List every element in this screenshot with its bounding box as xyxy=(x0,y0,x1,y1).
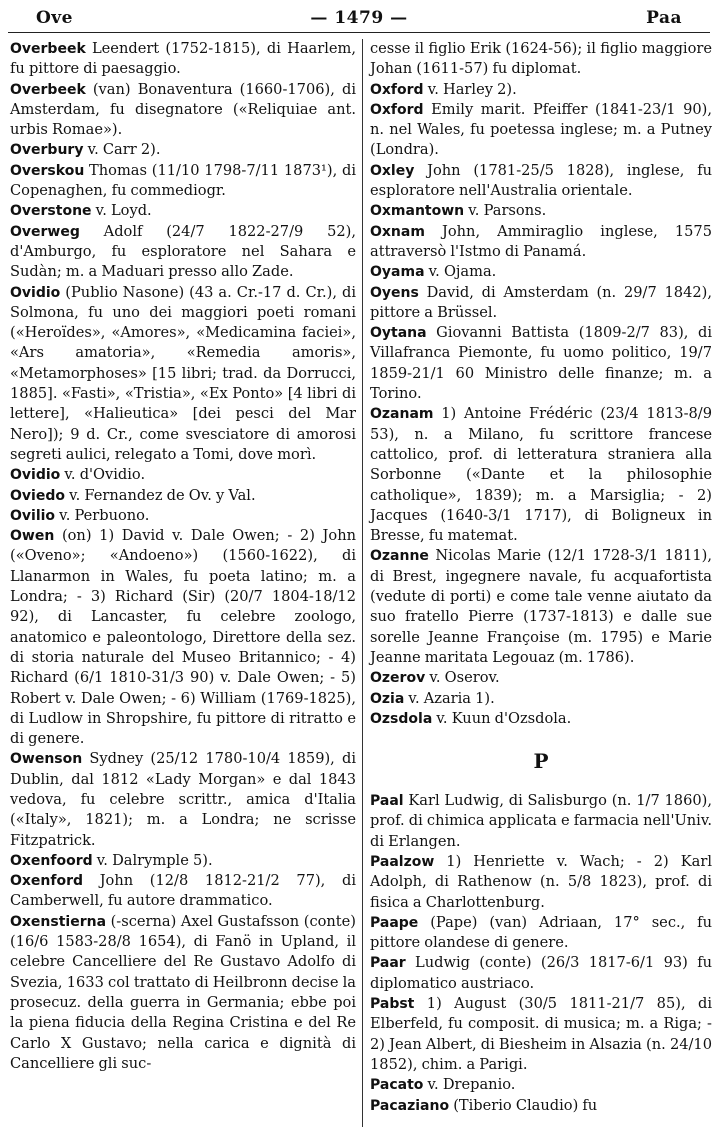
entry-text: (on) 1) David v. Dale Owen; - 2) John («Oveno»; «Andoeno») (1560-1622), di Llanarmon in Wales, fu poeta latino; m. a Londra; - 3) Richard (Sir) (20/7 1804-18/12 92), di Lancaster, fu celebre zoologo, anatomico e paleontologo, Direttore della sez. di storia naturale del Museo Britannico; - 4) Richard (6/1 1810-31/3 90) v. Dale Owen; - 5) Robert v. Dale Owen; - 6) William (1769-1825), di Ludlow in Shropshire, fu pittore di ritratto e di genere. xyxy=(10,527,356,748)
entry-text: Emily marit. Pfeiffer (1841-23/1 90), n. nel Wales, fu poetessa inglese; m. a Putney (Londra). xyxy=(370,100,712,159)
dictionary-entry xyxy=(10,526,356,749)
page-header xyxy=(8,4,710,33)
right-column-bottom xyxy=(370,791,712,1116)
dictionary-entry xyxy=(370,404,712,546)
entry-headword: Ozanne xyxy=(370,548,429,565)
dictionary-entry xyxy=(10,749,356,850)
column-divider xyxy=(362,39,363,1127)
entry-headword: Ovilio xyxy=(10,507,56,524)
left-column xyxy=(10,39,356,1074)
dictionary-entry xyxy=(370,668,712,688)
entry-headword: Oxenfoord xyxy=(10,852,93,869)
dictionary-entry xyxy=(370,1096,712,1116)
entry-headword: Overstone xyxy=(10,203,92,220)
entry-text: Ludwig (conte) (26/3 1817-6/1 93) fu diplomatico austriaco. xyxy=(370,954,712,992)
entry-text: v. d'Ovidio. xyxy=(60,466,146,484)
entry-text: v. Harley 2). xyxy=(423,80,517,98)
entry-text: v. Fernandez de Ov. y Val. xyxy=(64,486,256,504)
dictionary-entry xyxy=(10,222,356,283)
entry-headword: Ozsdola xyxy=(370,710,433,727)
entry-headword: Pabst xyxy=(370,996,415,1013)
entry-text: John (1781-25/5 1828), inglese, fu esploratore nell'Australia orientale. xyxy=(370,161,712,200)
dictionary-entry xyxy=(370,323,712,404)
dictionary-entry xyxy=(370,100,712,161)
dictionary-entry xyxy=(10,80,356,141)
dictionary-entry xyxy=(10,39,356,80)
columns xyxy=(8,33,710,1128)
dictionary-entry xyxy=(10,506,356,526)
entry-text: cesse il figlio Erik (1624-56); il figlio maggiore Johan (1611-57) fu diplomat. xyxy=(370,40,712,78)
entry-text: Leendert (1752-1815), di Haarlem, fu pittore di paesaggio. xyxy=(10,40,356,78)
header-left-word: Ove xyxy=(36,8,74,28)
entry-headword: Oxnam xyxy=(370,223,425,240)
entry-text: v. Perbuono. xyxy=(55,506,150,524)
entry-text: (Pape) (van) Adriaan, 17° sec., fu pittore olandese di genere. xyxy=(370,913,712,952)
entry-headword: Oyens xyxy=(370,284,419,301)
entry-text: v. Carr 2). xyxy=(83,141,161,159)
entry-text: v. Kuun d'Ozsdola. xyxy=(432,709,572,727)
entry-headword: Paape xyxy=(370,914,419,931)
entry-headword: Oxford xyxy=(370,101,424,118)
entry-text: (Publio Nasone) (43 a. Cr.-17 d. Cr.), di Solmona, fu uno dei maggiori poeti romani («Heroïdes», «Amores», «Medicamina faciei», «Ars amatoria», «Remedia amoris», «Metamorphoses» [15 libri; trad. da Dorrucci, 1885]. «Fasti», «Tristia», «Ex Ponto» [4 libri di lettere], «Halieutica» [dei pesci del Mar Nero]); 9 d. Cr., come svesciatore di amorosi segreti aulici, relegato a Tomi, dove morì. xyxy=(10,283,356,463)
right-column-top xyxy=(370,39,712,729)
entry-text: John, Ammiraglio inglese, 1575 attraversò l'Istmo di Panamá. xyxy=(370,222,712,260)
right-column xyxy=(370,39,712,1116)
entry-text: v. Oserov. xyxy=(425,669,500,687)
dictionary-entry xyxy=(10,912,356,1074)
entry-headword: Ozerov xyxy=(370,670,426,687)
dictionary-entry xyxy=(370,689,712,709)
entry-text: John (12/8 1812-21/2 77), di Camberwell, fu autore drammatico. xyxy=(10,872,356,910)
entry-headword: Paalzow xyxy=(370,853,435,870)
entry-text: Karl Ludwig, di Salisburgo (n. 1/7 1860), prof. di chimica applicata e farmacia nell'Univ. di Erlangen. xyxy=(370,792,712,850)
entry-text: David, di Amsterdam (n. 29/7 1842), pittore a Brüssel. xyxy=(370,283,712,321)
dictionary-entry xyxy=(370,852,712,913)
section-letter: P xyxy=(533,749,549,774)
dictionary-entry xyxy=(10,140,356,160)
entry-headword: Pacaziano xyxy=(370,1097,450,1114)
entry-headword: Ozanam xyxy=(370,406,434,423)
entry-text: 1) Antoine Frédéric (23/4 1813-8/9 53), n. a Milano, fu scrittore francese cattolico, prof. di letteratura straniera alla Sorbonne («Dante et la philosophie catholique», 1839); m. a Marsiglia; - 2) Jacques (1640-3/1 1717), di Boligneux in Bresse, fu matemat. xyxy=(370,405,712,545)
dictionary-entry xyxy=(370,262,712,282)
entry-headword: Overskou xyxy=(10,162,85,179)
entry-headword: Overbeek xyxy=(10,41,86,57)
entry-headword: Oxley xyxy=(370,162,415,179)
entry-headword: Oxmantown xyxy=(370,203,465,220)
dictionary-entry xyxy=(370,791,712,852)
page-number: — 1479 — xyxy=(310,8,408,28)
entry-text: Adolf (24/7 1822-27/9 52), d'Amburgo, fu esploratore nel Sahara e Sudàn; m. a Maduari presso allo Zade. xyxy=(10,222,356,281)
entry-headword: Oxenford xyxy=(10,873,84,890)
entry-text: (Tiberio Claudio) fu xyxy=(449,1096,598,1114)
entry-text: Nicolas Marie (12/1 1728-3/1 1811), di Brest, ingegnere navale, fu acquafortista (vedute di porti) e come tale venne aiutato da suo fratello Pierre (1737-1813) e dalle sue sorelle Jeanne Françoise (m. 1795) e Marie Jeanne maritata Legouaz (m. 1786). xyxy=(370,547,712,666)
entry-text: 1) Henriette v. Wach; - 2) Karl Adolph, di Rathenow (n. 5/8 1823), prof. di fisica a Charlottenburg. xyxy=(370,852,712,911)
entry-text: Giovanni Battista (1809-2/7 83), di Villafranca Piemonte, fu uomo politico, 19/7 1859-21/1 60 Ministro delle finanze; m. a Torino. xyxy=(370,324,712,403)
entry-text: v. Loyd. xyxy=(91,202,152,220)
dictionary-entry xyxy=(370,80,712,100)
entry-headword: Paal xyxy=(370,793,404,810)
header-right-word: Paa xyxy=(646,8,682,28)
entry-headword: Oxenstierna xyxy=(10,913,107,930)
entry-headword: Overweg xyxy=(10,223,80,240)
entry-headword: Overbeek xyxy=(10,81,86,98)
entry-text: v. Azaria 1). xyxy=(404,689,495,707)
entry-text: v. Drepanio. xyxy=(423,1076,516,1094)
entry-text: (van) Bonaventura (1660-1706), di Amsterdam, fu disegnatore («Reliquiae ant. urbis Romae»). xyxy=(10,80,356,139)
dictionary-entry xyxy=(370,546,712,668)
entry-headword: Ovidio xyxy=(10,467,61,484)
entry-text: Thomas (11/10 1798-7/11 1873¹), di Copenaghen, fu commediogr. xyxy=(10,161,356,200)
dictionary-entry xyxy=(370,994,712,1075)
entry-headword: Ovidio xyxy=(10,284,61,301)
dictionary-entry xyxy=(10,486,356,506)
entry-headword: Paar xyxy=(370,955,406,972)
dictionary-entry xyxy=(370,222,712,263)
entry-headword: Ozia xyxy=(370,690,405,707)
dictionary-entry xyxy=(10,161,356,202)
dictionary-entry xyxy=(10,851,356,871)
dictionary-entry xyxy=(370,161,712,202)
dictionary-entry xyxy=(370,913,712,954)
entry-text: v. Parsons. xyxy=(464,202,547,220)
entry-headword: Oxford xyxy=(370,81,424,98)
dictionary-entry xyxy=(370,39,712,80)
entry-headword: Oytana xyxy=(370,325,427,342)
entry-text: v. Ojama. xyxy=(424,263,497,281)
entry-headword: Overbury xyxy=(10,142,84,159)
entry-headword: Oyama xyxy=(370,264,425,281)
dictionary-entry xyxy=(10,283,356,466)
entry-headword: Owen xyxy=(10,528,55,545)
entry-text: Sydney (25/12 1780-10/4 1859), di Dublin, dal 1812 «Lady Morgan» e dal 1843 vedova, fu celebre scrittr., amica d'Italia («Italy», 1821); m. a Londra; ne scrisse Fitzpatrick. xyxy=(10,750,356,849)
dictionary-entry xyxy=(10,201,356,221)
dictionary-entry xyxy=(370,709,712,729)
entry-text: (-scerna) Axel Gustafsson (conte) (16/6 1583-28/8 1654), di Fanö in Upland, il celebre Cancelliere del Re Gustavo Adolfo di Svezia, 1633 col trattato di Heilbronn decise la prosecuz. della guerra in Germania; ebbe poi la piena fiducia della Regina Cristina e del Re Carlo X Gustavo; nella carica e dignità di Cancelliere gli suc- xyxy=(10,912,356,1072)
dictionary-entry xyxy=(370,201,712,221)
entry-text: v. Dalrymple 5). xyxy=(92,851,213,869)
dictionary-entry xyxy=(10,465,356,485)
dictionary-entry xyxy=(370,283,712,324)
entry-headword: Owenson xyxy=(10,751,83,768)
dictionary-entry xyxy=(10,871,356,912)
entry-text: 1) August (30/5 1811-21/7 85), di Elberfeld, fu composit. di musica; m. a Riga; - 2) Jean Albert, di Biesheim in Alsazia (n. 24/10 1852), chim. a Parigi. xyxy=(370,995,712,1073)
dictionary-entry xyxy=(370,953,712,994)
entry-headword: Pacato xyxy=(370,1077,424,1094)
dictionary-entry xyxy=(370,1075,712,1095)
entry-headword: Oviedo xyxy=(10,487,65,504)
